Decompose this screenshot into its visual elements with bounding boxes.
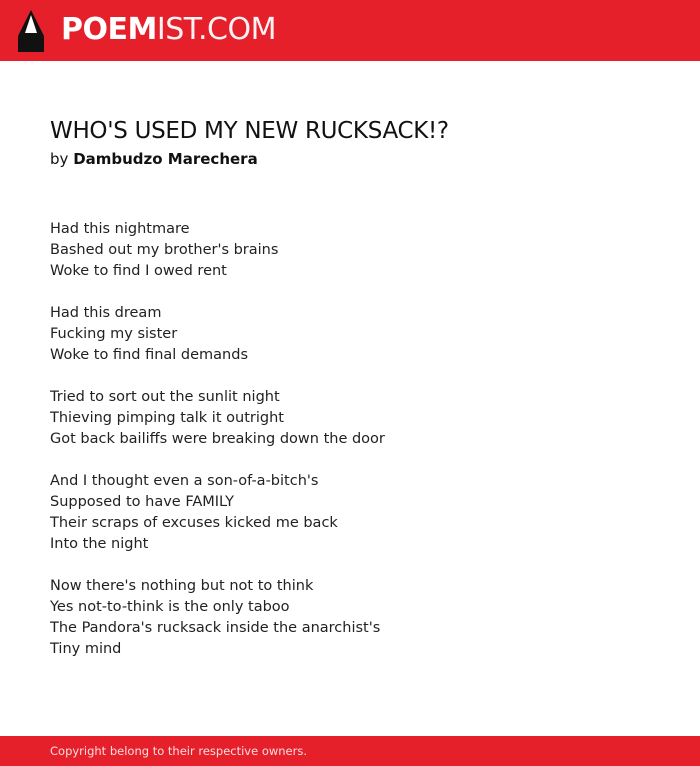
site-header — [0, 0, 700, 61]
stanza — [50, 471, 650, 555]
site-logo[interactable] — [61, 12, 276, 48]
poem-line: Thieving pimping talk it outright — [50, 410, 284, 426]
poem-line: Bashed out my brother's brains — [50, 242, 279, 258]
pen-nib-icon[interactable] — [17, 9, 45, 53]
stanza-gap — [50, 555, 650, 576]
site-footer — [0, 736, 700, 766]
stanza-gap — [50, 366, 650, 387]
logo-light-text: IST.COM — [156, 12, 276, 47]
poem-line: And I thought even a son-of-a-bitch's — [50, 473, 319, 489]
poem-line: Tried to sort out the sunlit night — [50, 389, 280, 405]
stanza-gap — [50, 450, 650, 471]
logo-bold-text: POEM — [61, 12, 157, 47]
poem-line: Supposed to have FAMILY — [50, 494, 235, 510]
stanza — [50, 387, 650, 450]
poem-line: The Pandora's rucksack inside the anarchist's — [50, 620, 381, 636]
poem-title: WHO'S USED MY NEW RUCKSACK!? — [50, 118, 449, 144]
poem-line: Tiny mind — [50, 641, 122, 657]
stanza — [50, 576, 650, 660]
stanza — [50, 303, 650, 366]
copyright-text: Copyright belong to their respective owners. — [50, 744, 308, 758]
byline — [50, 149, 258, 169]
stanza — [50, 219, 650, 282]
poem-line: Fucking my sister — [50, 326, 178, 342]
poem-line: Woke to find final demands — [50, 347, 249, 363]
author-name: Dambudzo Marechera — [73, 150, 258, 168]
poem-line: Yes not-to-think is the only taboo — [50, 599, 290, 615]
poem-line: Their scraps of excuses kicked me back — [50, 515, 338, 531]
poem-line: Now there's nothing but not to think — [50, 578, 314, 594]
poem-line: Into the night — [50, 536, 149, 552]
poem-line: Had this dream — [50, 305, 162, 321]
poem-body — [50, 219, 650, 660]
by-label: by — [50, 150, 69, 168]
stanza-gap — [50, 282, 650, 303]
poem-line: Got back bailiffs were breaking down the door — [50, 431, 385, 447]
poem-line: Had this nightmare — [50, 221, 190, 237]
poem-line: Woke to find I owed rent — [50, 263, 227, 279]
